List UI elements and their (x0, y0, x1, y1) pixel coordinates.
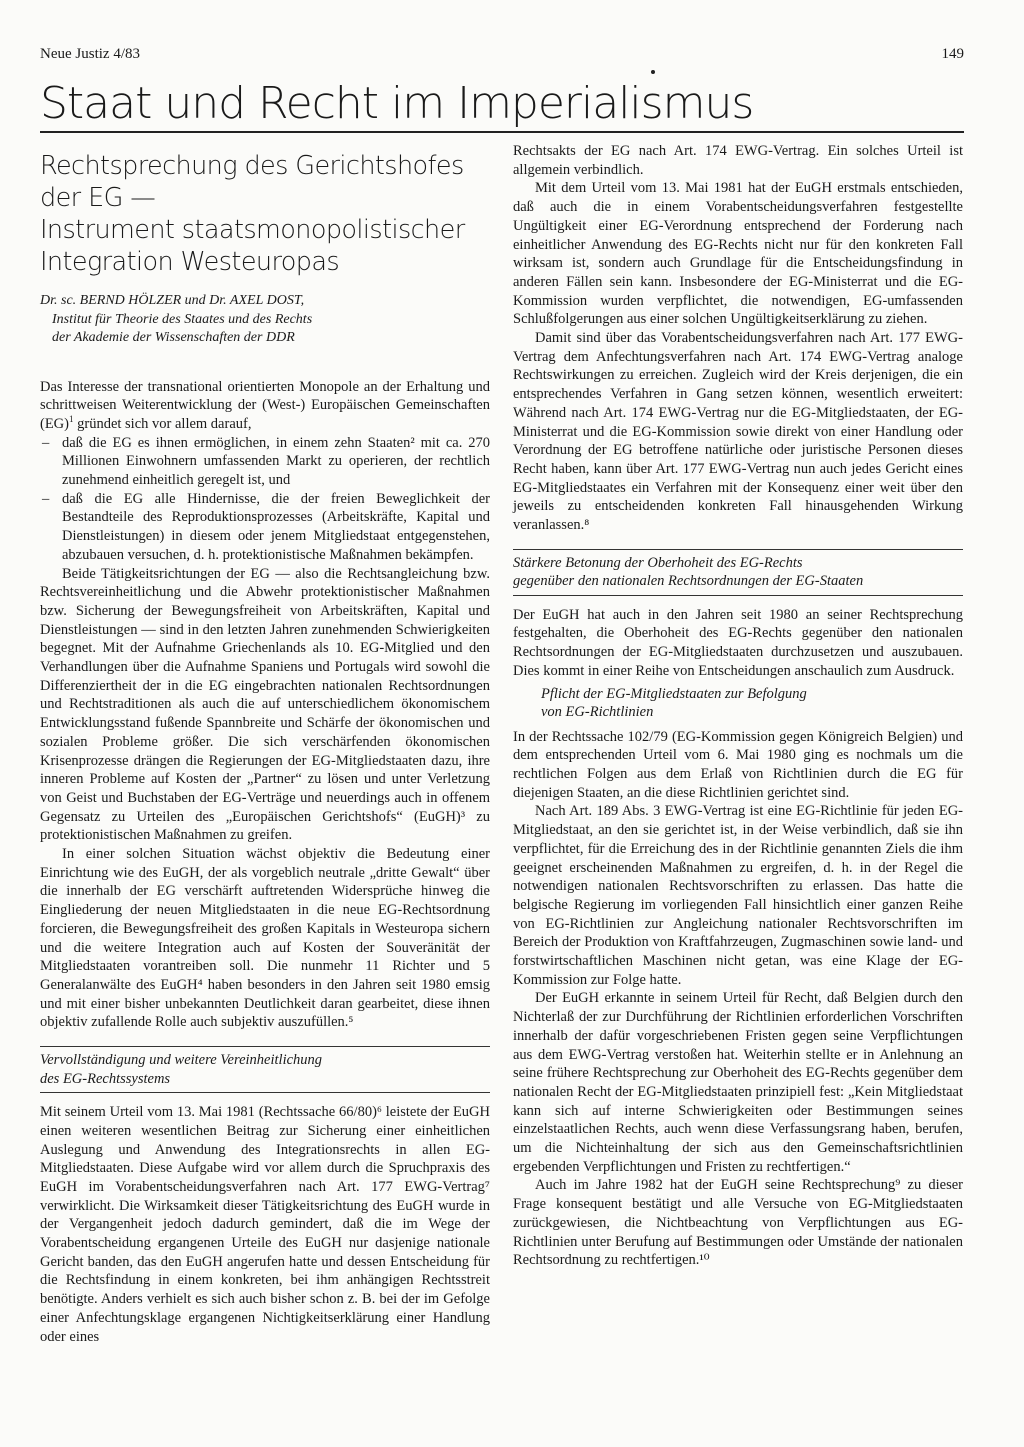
print-dot (651, 70, 655, 74)
dash-list (40, 434, 490, 565)
footnote-ref: 1 (69, 414, 74, 425)
paragraph: Rechtsakts der EG nach Art. 174 EWG-Vertrag. Ein solches Urteil ist allgemein verbindlich. (513, 143, 963, 178)
dash-item: – daß die EG es ihnen ermöglichen, in einem zehn Staaten² mit ca. 270 Millionen Einwohnern umfassenden Markt zu operieren, der rechtlich zunehmend einheitlich geregelt ist, und (42, 434, 490, 489)
byline-authors: Dr. sc. BERND HÖLZER und Dr. AXEL DOST, (40, 293, 305, 308)
page-number: 149 (941, 46, 964, 62)
byline (40, 292, 490, 348)
paragraph: Beide Tätigkeitsrichtungen der EG — also die Rechtsangleichung bzw. Rechtsvereinheitlichung und die Abwehr protektionistischer Maßnahmen bzw. Sicherung der Bewegungsfreiheit von Arbeitskräften, Kapital und Dienstleistungen — sind in den letzten Jahren zunehmenden Schwierigkeiten begegnet. Mit der Aufnahme Griechenlands als 10. EG-Mitglied und den Verhandlungen über die Aufnahme Spaniens und Portugals wird sowohl die Differenziertheit der in die EG eingebrachten nationalen Rechtsordnungen und Rechtstraditionen als auch die auf unterschiedlichem ökonomischem Entwicklungsstand fußende Spannbreite und Schärfe der ökonomischen und sozialen Probleme größer. Die sich verschärfenden ökonomischen Krisenprozesse drängen die Regierungen der EG-Mitgliedstaaten dazu, ihre inneren Probleme auf Kosten der „Partner“ zu lösen und unter Verletzung von Geist und Buchstaben der EG-Verträge und neuerdings auch in offenem Gegensatz zu Urteilen des „Europäischen Gerichtshofs“ (EuGH)³ zu protektionistischen Maßnahmen zu greifen. (40, 565, 490, 844)
article-title (40, 150, 490, 278)
column-right (513, 142, 963, 1270)
paragraph: Nach Art. 189 Abs. 3 EWG-Vertrag ist eine EG-Richtlinie für jeden EG-Mitgliedstaat, an den sie gerichtet ist, in der Weise verbindlich, daß sie ihn verpflichtet, für die Erreichung des in der Richtlinie genannten Ziels die ihm geeignet erscheinenden Maßnahmen zu ergreifen, d. h. in der Regel die notwendigen nationalen Rechtsvorschriften zu erlassen. Das hatte die belgische Regierung im vorliegenden Fall hinsichtlich einer ganzen Reihe von EG-Richtlinien zur Angleichung nationaler Rechtsvorschriften im Bereich der Produktion von Kraftfahrzeugen, Zugmaschinen sowie land- und forstwirtschaftlichen Maschinen nicht getan, was eine Klage der EG-Kommission zur Folge hatte. (513, 803, 963, 988)
byline-institute: Institut für Theorie des Staates und des Rechts (52, 311, 313, 327)
paragraph: In einer solchen Situation wächst objektiv die Bedeutung einer Einrichtung wie des EuGH, der als vorgeblich neutrale „dritte Gewalt“ über die innerhalb der EG verschärft auftretenden Widersprüche hinweg die Eingliederung der neuen Mitgliedstaaten in die neue EG-Rechtsordnung forcieren, die Bewegungsfreiheit des großen Kapitals in Westeuropa sichern und die weitere Integration auch auf Kosten der Souveränität der Mitgliedstaaten vorantreiben soll. Die nunmehr 11 Richter und 5 Generalanwälte des EuGH⁴ haben besonders in den Jahren seit 1980 emsig und mit einer bisher unbekannten Deutlichkeit daran gearbeitet, diese ihnen objektiv zufallende Rolle auch subjektiv auszufüllen.⁵ (40, 846, 490, 1031)
paragraph: Der EuGH hat auch in den Jahren seit 1980 an seiner Rechtsprechung festgehalten, die Oberhoheit des EG-Rechts gegenüber den nationalen Rechtsordnungen der EG-Mitgliedstaaten durchzusetzen und auszubauen. Dies kommt in einer Reihe von Entscheidungen anschaulich zum Ausdruck. (513, 606, 963, 679)
article-title-line: Instrument staatsmonopolistischer (40, 215, 465, 245)
byline-academy: der Akademie der Wissenschaften der DDR (52, 330, 295, 345)
section-rule (40, 131, 964, 133)
subheading: Vervollständigung und weitere Vereinheitlichung des EG-Rechtssystems (40, 1046, 490, 1093)
journal-issue: Neue Justiz 4/83 (40, 46, 140, 62)
paragraph: Mit seinem Urteil vom 13. Mai 1981 (Rechtssache 66/80)⁶ leistete der EuGH einen weiteren wesentlichen Beitrag zur Sicherung einer einheitlichen Auslegung und Anwendung des Integrationsrechts in allen EG-Mitgliedstaaten. Diese Aufgabe wird vor allem durch die Spruchpraxis des EuGH im Vorabentscheidungsverfahren nach Art. 177 EWG-Vertrag⁷ verwirklicht. Die Wirksamkeit dieser Tätigkeitsrichtung des EuGH wurde in der Vergangenheit jedoch dadurch gemindert, daß die im Wege der Vorabentscheidung ergangenen Urteile des EuGH nur dasjenige nationale Gericht banden, das den EuGH angerufen hatte und dessen Entscheidung für die Rechtsfindung in einem konkreten, bei ihm anhängigen Rechtsstreit benötigte. Anders verhielt es sich auch bisher schon z. B. bei der im Gefolge einer Anfechtungsklage ergangenen Nichtigkeitserklärung einer Handlung oder eines (40, 1104, 490, 1345)
paragraph: Mit dem Urteil vom 13. Mai 1981 hat der EuGH erstmals entschieden, daß auch die in einem Vorabentscheidungsverfahren festgestellte Ungültigkeit einer EG-Verordnung entsprechend der Forderung nach einheitlicher Anwendung des EG-Rechts nicht nur für den konkreten Fall wirksam ist, sondern auch Grundlage für die Entscheidungsfindung in anderen Fällen sein kann. Insbesondere der EG-Ministerrat und die EG-Kommission wurden verpflichtet, die notwendigen, EG-umfassenden Schlußfolgerungen aus einer solchen Ungültigkeitserklärung zu ziehen. (513, 180, 963, 328)
paragraph: Damit sind über das Vorabentscheidungsverfahren nach Art. 177 EWG-Vertrag dem Anfechtungsverfahren nach Art. 174 EWG-Vertrag analoge Rechtswirkungen zu erreichen. Zugleich wird der Kreis derjenigen, die ein entsprechendes Verfahren in Gang setzen können, wesentlich erweitert: Während nach Art. 174 EWG-Vertrag nur die EG-Mitgliedstaaten, der EG-Ministerrat und die EG-Kommission sowie direkt von einer Handlung oder Verordnung der EG betroffene natürliche oder juristische Personen dieses Recht haben, kann über Art. 177 EWG-Vertrag nun auch jedes Gericht eines EG-Mitgliedstaates ein Verfahren mit der Konsequenz einer weit über den jeweils zu entscheidenden konkreten Fall hinausgehenden Wirkung veranlassen.⁸ (513, 330, 963, 534)
subheading: Stärkere Betonung der Oberhoheit des EG-Rechts gegenüber den nationalen Rechtsordnungen der EG-Staaten (513, 549, 963, 596)
section-title: Staat und Recht im Imperialismus (40, 78, 754, 129)
dash-item: – daß die EG alle Hindernisse, die der freien Beweglichkeit der Bestandteile des Reproduktionsprozesses (Arbeitskräfte, Kapital und Dienstleistungen) in diesem oder jenem Mitgliedstaat entgegenstehen, abzubauen versuchen, d. h. protektionistische Maßnahmen bekämpfen. (42, 490, 490, 563)
sub-subheading: Pflicht der EG-Mitgliedstaaten zur Befolgung von EG-Richtlinien (541, 685, 807, 721)
article-title-line: Integration Westeuropas (40, 247, 340, 277)
paragraph: Auch im Jahre 1982 hat der EuGH seine Rechtsprechung⁹ zu dieser Frage konsequent bestätigt und alle Versuche von EG-Mitgliedstaaten zurückgewiesen, die Nichtbeachtung von Verpflichtungen aus EG-Richtlinien unter Berufung auf Bestimmungen oder Umstände der nationalen Rechtsordnung zu rechtfertigen.¹⁰ (513, 1177, 963, 1269)
paragraph: Der EuGH erkannte in seinem Urteil für Recht, daß Belgien durch den Nichterlaß der zur Durchführung der Richtlinien erforderlichen Vorschriften innerhalb der dafür vorgeschriebenen Fristen gegen seine Verpflichtungen aus dem EWG-Vertrag verstoßen hat. Weiterhin stellte er in Anlehnung an seine frühere Rechtsprechung zur Oberhoheit des EG-Rechts gegenüber dem nationalen Recht der EG-Mitgliedstaaten prinzipiell fest: „Kein Mitgliedstaat kann sich auf interne Schwierigkeiten oder Bestimmungen seines einzelstaatlichen Rechts, auch wenn diese Verfassungsrang haben, berufen, um die Nichteinhaltung der sich aus den Gemeinschaftsrichtlinien ergebenden Verpflichtungen und Fristen zu rechtfertigen.“ (513, 990, 963, 1175)
paragraph: In der Rechtssache 102/79 (EG-Kommission gegen Königreich Belgien) und dem entsprechenden Urteil vom 6. Mai 1980 ging es nochmals um die rechtlichen Folgen aus dem Erlaß von Richtlinien durch die EG für diejenigen Staaten, an die diese Richtlinien gerichtet sind. (513, 728, 963, 801)
column-left (40, 142, 490, 1346)
running-head (40, 46, 964, 63)
intro-paragraph: Das Interesse der transnational orientierten Monopole an der Erhaltung und schrittweisen Weiterentwicklung der (West-) Europäischen Gemeinschaften (EG)$^1$ gründet sich vor allem darauf, (40, 378, 490, 432)
article-title-line: Rechtsprechung des Gerichtshofes der EG — (40, 151, 464, 213)
